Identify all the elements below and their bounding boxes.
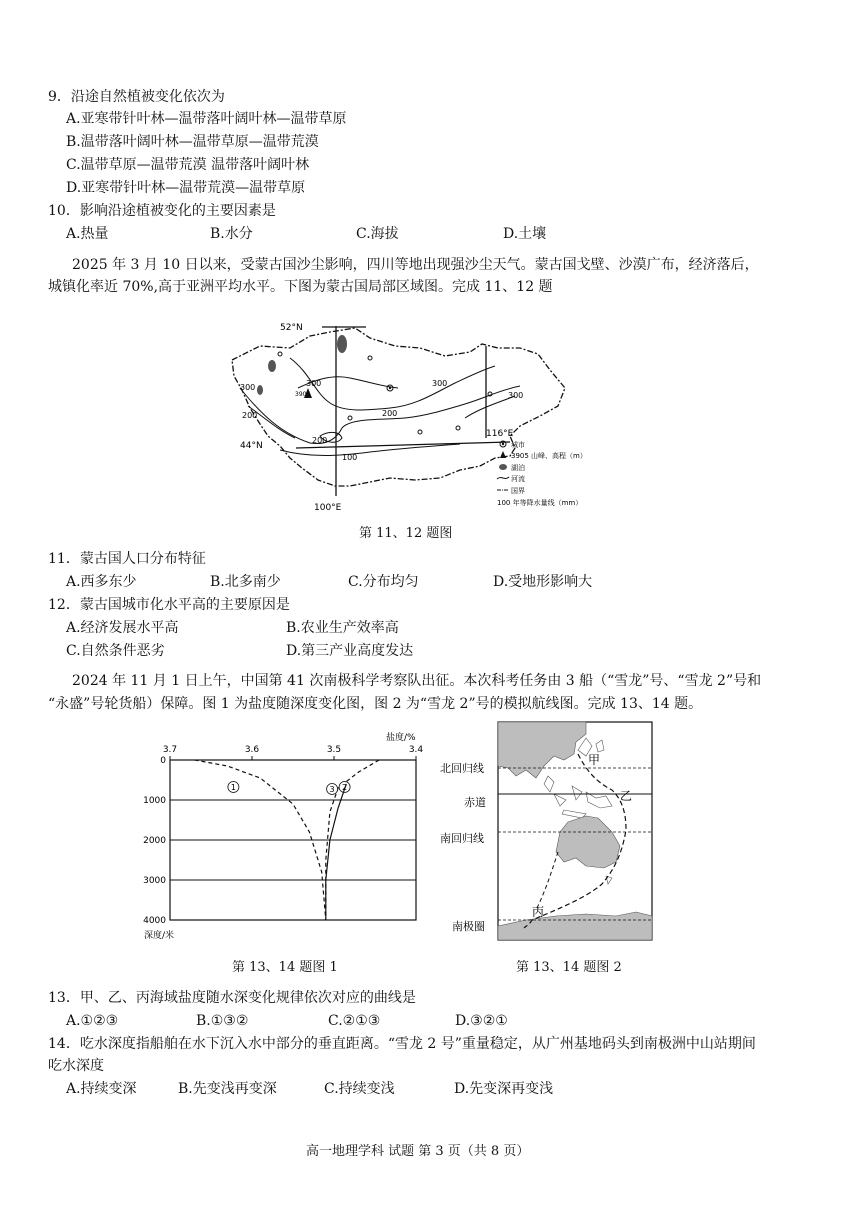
legend-river: 河流	[511, 475, 525, 483]
isoline-label: 200	[242, 411, 258, 420]
q12-options-row1	[66, 619, 766, 639]
isoline-label: 300	[306, 379, 322, 388]
y-tick-label: 3000	[143, 876, 166, 886]
label-yi: 乙	[620, 789, 633, 803]
q12-options-row2	[66, 642, 766, 662]
q14-stem-line2: 吃水深度	[48, 1058, 104, 1074]
y-tick-label: 2000	[143, 836, 166, 846]
q11-option-d: D.受地形影响大	[493, 574, 593, 590]
isoline-label: 300	[240, 383, 256, 392]
q14-option-c: C.持续变浅	[324, 1081, 395, 1097]
isoline-label: 300	[508, 391, 524, 400]
series-label: 2	[342, 783, 348, 792]
label-bing: 丙	[532, 905, 545, 919]
label-44n: 44°N	[240, 441, 263, 451]
label-116e: 116°E	[486, 429, 514, 439]
series-label: 1	[230, 783, 236, 792]
label-equator: 赤道	[464, 796, 486, 809]
q10-option-b: B.水分	[210, 226, 253, 242]
x-tick-label: 3.5	[326, 745, 342, 755]
isoline-label: 100	[342, 453, 358, 462]
q12-option-a: A.经济发展水平高	[66, 620, 179, 636]
lake	[337, 335, 347, 353]
passage1-line1: 2025 年 3 月 10 日以来，受蒙古国沙尘影响，四川等地出现强沙尘天气。蒙古国戈壁、沙漠广布，经济落后，	[72, 257, 759, 273]
legend-lake: 湖泊	[511, 464, 525, 472]
q14-options	[66, 1080, 766, 1100]
passage2-line2: “永盛”号轮货船）保障。图 1 为盐度随深度变化图，图 2 为“雪龙 2”号的模拟航线图。完成 13、14 题。	[48, 696, 703, 712]
x-tick-label: 3.6	[244, 745, 260, 755]
x-tick-label: 3.7	[162, 745, 178, 755]
passage2-line1: 2024 年 11 月 1 日上午，中国第 41 次南极科学考察队出征。本次科考任务由 3 船（“雪龙”号、“雪龙 2”号和	[72, 673, 762, 689]
q9-stem: 9．沿途自然植被变化依次为	[48, 89, 225, 105]
map2-caption: 第 13、14 题图 2	[516, 960, 622, 975]
q13-options	[66, 1012, 766, 1032]
q13-option-c: C.②①③	[328, 1013, 381, 1029]
page-footer: 高一地理学科 试题 第 3 页（共 8 页）	[306, 1144, 530, 1159]
mongolia-map	[220, 318, 640, 518]
q10-options	[66, 225, 766, 245]
legend-border: 国界	[511, 487, 525, 495]
legend-isoline: 100 年等降水量线（mm）	[497, 499, 583, 507]
peak-elevation-label: 3905	[295, 391, 311, 398]
isoline-label: 200	[382, 409, 398, 418]
q9-option-d: D.亚寒带针叶林—温带荒漠—温带草原	[66, 180, 306, 196]
city-icon	[368, 356, 372, 360]
q13-option-b: B.①③②	[196, 1013, 249, 1029]
parallel-44n	[296, 442, 510, 448]
q13-option-a: A.①②③	[66, 1013, 119, 1029]
isoline-200	[240, 386, 520, 444]
q12-stem: 12．蒙古国城市化水平高的主要原因是	[48, 597, 290, 613]
salinity-depth-chart	[140, 728, 430, 948]
passage1-line2: 城镇化率近 70%,高于亚洲平均水平。下图为蒙古国局部区域图。完成 11、12 题	[48, 279, 553, 295]
q10-option-c: C.海拔	[356, 226, 399, 242]
q14-option-a: A.持续变深	[66, 1081, 137, 1097]
isoline-label: 200	[312, 436, 328, 445]
q11-option-a: A.西多东少	[66, 574, 137, 590]
q10-stem: 10．影响沿途植被变化的主要因素是	[48, 203, 276, 219]
q10-option-a: A.热量	[66, 226, 109, 242]
label-jia: 甲	[588, 753, 601, 767]
x-tick-label: 3.4	[408, 745, 424, 755]
q12-option-c: C.自然条件恶劣	[66, 643, 165, 659]
q12-option-b: B.农业生产效率高	[286, 620, 399, 636]
city-icon	[418, 430, 422, 434]
city-icon	[456, 426, 460, 430]
q9-option-a: A.亚寒带针叶林—温带落叶阔叶林—温带草原	[66, 111, 347, 127]
city-icon	[278, 352, 282, 356]
map1-caption: 第 11、12 题图	[359, 526, 453, 541]
y-tick-label: 1000	[143, 796, 166, 806]
city-icon	[348, 416, 352, 420]
q11-option-c: C.分布均匀	[348, 574, 419, 590]
label-tropic-of-capricorn: 南回归线	[440, 832, 484, 845]
legend-city: 城市	[511, 441, 525, 449]
q9-option-b: B.温带落叶阔叶林—温带草原—温带荒漠	[66, 134, 319, 150]
legend-peak: 3905 山峰、高程（m）	[511, 452, 587, 460]
label-52n: 52°N	[280, 323, 303, 333]
x-axis-label: 盐度/%	[386, 733, 416, 743]
label-tropic-of-cancer: 北回归线	[440, 762, 484, 775]
label-antarctic-circle: 南极圈	[452, 920, 485, 933]
lake	[268, 360, 276, 372]
q10-option-d: D.土壤	[503, 226, 547, 242]
series-label: 3	[329, 785, 335, 794]
q14-option-d: D.先变深再变浅	[454, 1081, 554, 1097]
series-line-3	[326, 784, 347, 920]
y-tick-label: 4000	[143, 916, 166, 926]
q13-stem: 13．甲、乙、丙海域盐度随水深变化规律依次对应的曲线是	[48, 990, 416, 1006]
q11-stem: 11．蒙古国人口分布特征	[48, 551, 206, 567]
isoline-label: 300	[432, 379, 448, 388]
map1-legend	[497, 440, 587, 507]
city-icon	[389, 387, 391, 389]
label-100e: 100°E	[314, 503, 342, 513]
lake	[257, 385, 263, 395]
q11-option-b: B.北多南少	[210, 574, 281, 590]
y-axis-label: 深度/米	[144, 931, 175, 941]
q9-option-c: C.温带草原—温带荒漠 温带落叶阔叶林	[66, 157, 310, 173]
q14-option-b: B.先变浅再变深	[178, 1081, 277, 1097]
q14-stem-line1: 14．吃水深度指船舶在水下沉入水中部分的垂直距离。“雪龙 2 号”重量稳定，从广州基地码头到南极洲中山站期间	[48, 1036, 756, 1052]
q11-options	[66, 573, 766, 593]
q13-option-d: D.③②①	[455, 1013, 508, 1029]
q12-option-d: D.第三产业高度发达	[286, 643, 414, 659]
y-tick-label: 0	[160, 756, 166, 766]
route-map	[436, 720, 660, 946]
chart-caption: 第 13、14 题图 1	[232, 960, 338, 975]
